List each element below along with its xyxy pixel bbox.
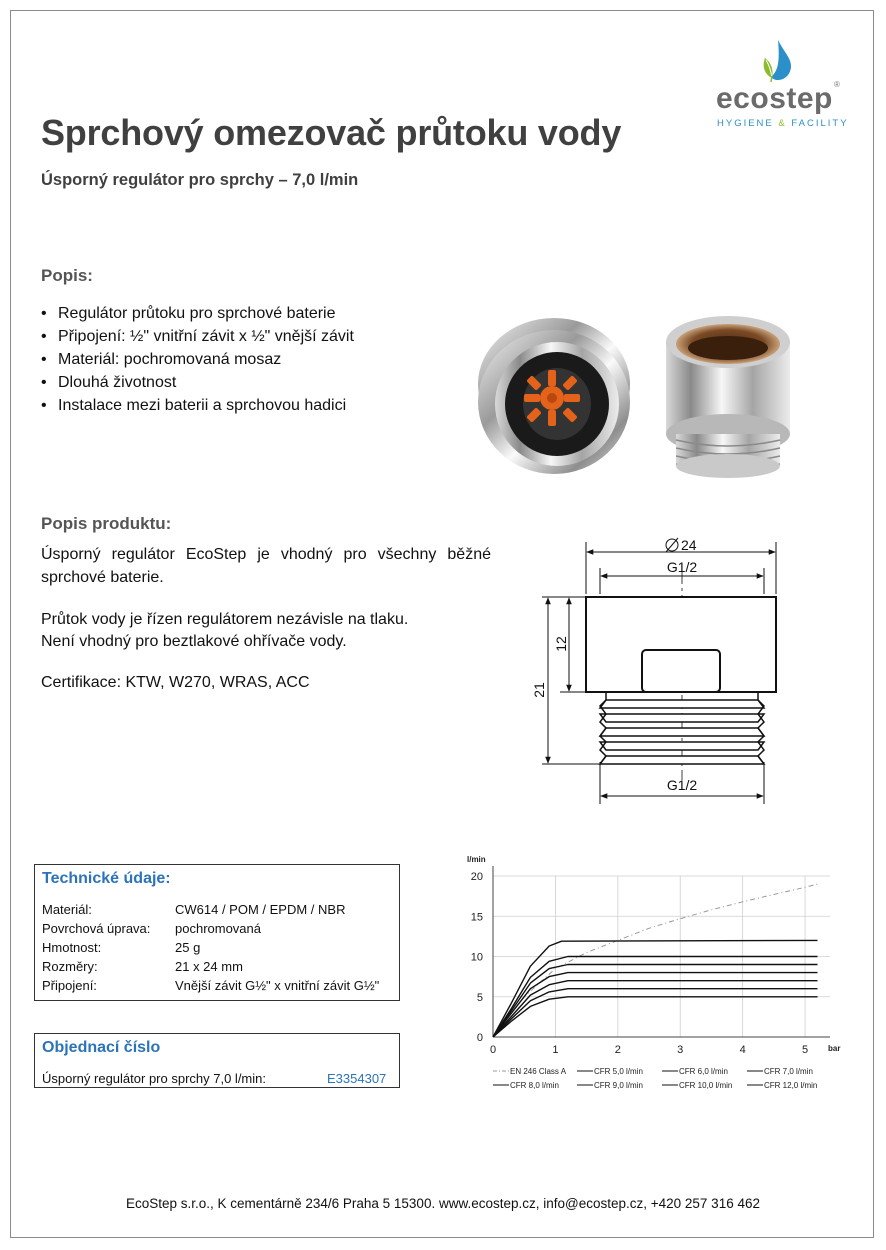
- spec-value: 25 g: [175, 940, 201, 955]
- order-code: E3354307: [327, 1071, 387, 1086]
- series-en246-line: [493, 884, 818, 1037]
- page-title: Sprchový omezovač průtoku vody: [41, 112, 622, 153]
- y-tick-label: 20: [470, 871, 483, 883]
- thread-bottom-label: G1/2: [666, 777, 698, 793]
- product-photo: [462, 312, 812, 484]
- x-axis-label: bar: [828, 1044, 841, 1053]
- x-tick-label: 1: [552, 1044, 559, 1056]
- y-tick-label: 10: [470, 951, 483, 964]
- chart-series: [493, 884, 818, 1037]
- series-line: [493, 997, 818, 1037]
- tech-data-box: [34, 864, 400, 1001]
- spec-label: Povrchová úprava:: [42, 921, 151, 936]
- legend-label: CFR 10,0 l/min: [679, 1081, 733, 1090]
- spec-value: Vnější závit G½" x vnitřní závit G½": [175, 978, 380, 993]
- tech-data-title: Technické údaje:: [42, 870, 171, 887]
- y-tick-label: 5: [476, 991, 483, 1004]
- legend-label: CFR 5,0 l/min: [594, 1067, 643, 1076]
- logo-tagline: [717, 118, 849, 129]
- product-para-1: Úsporný regulátor EcoStep je vhodný pro všechny běžné sprchové baterie.: [41, 546, 491, 586]
- legend-label: CFR 7,0 l/min: [764, 1067, 813, 1076]
- spec-label: Rozměry:: [42, 959, 98, 974]
- legend-label: CFR 9,0 l/min: [594, 1081, 643, 1090]
- product-para-2-line1: Průtok vody je řízen regulátorem nezávisle na tlaku.: [41, 611, 409, 628]
- description-list: [41, 302, 354, 417]
- legend-label: CFR 8,0 l/min: [510, 1081, 559, 1090]
- page-subtitle: Úsporný regulátor pro sprchy – 7,0 l/min: [41, 171, 359, 189]
- dim-12-label: 12: [553, 636, 569, 652]
- x-tick-label: 5: [801, 1044, 809, 1056]
- spec-value: CW614 / POM / EPDM / NBR: [175, 902, 346, 917]
- x-tick-label: 3: [677, 1044, 684, 1056]
- technical-drawing: [522, 530, 802, 810]
- order-label: Úsporný regulátor pro sprchy 7,0 l/min:: [42, 1071, 266, 1086]
- list-item: • Instalace mezi baterii a sprchovou hadici: [41, 394, 354, 417]
- order-box: [34, 1033, 400, 1088]
- description-heading: Popis:: [41, 266, 93, 285]
- series-line: [493, 965, 818, 1038]
- series-line: [493, 973, 818, 1037]
- logo-wordmark: ecostep: [716, 82, 833, 115]
- certifications: Certifikace: KTW, W270, WRAS, ACC: [41, 674, 310, 691]
- spec-label: Materiál:: [42, 902, 92, 917]
- spec-label: Hmotnost:: [42, 940, 102, 955]
- x-tick-label: 2: [614, 1044, 621, 1056]
- chart-ticks: [467, 855, 840, 1056]
- legend-label: CFR 6,0 l/min: [679, 1067, 728, 1076]
- tagline-facility: FACILITY: [791, 118, 849, 129]
- ecostep-logo: [712, 38, 849, 130]
- flow-chart: [462, 852, 842, 1096]
- spec-label: Připojení:: [42, 978, 97, 993]
- list-item: • Dlouhá životnost: [41, 371, 354, 394]
- water-drop-leaf-icon: [758, 38, 794, 84]
- spec-value: pochromovaná: [175, 921, 261, 936]
- tagline-hygiene: HYGIENE: [717, 118, 774, 129]
- y-axis-label: l/min: [467, 855, 486, 864]
- legend-label: CFR 12,0 l/min: [764, 1081, 818, 1090]
- list-item: • Regulátor průtoku pro sprchové baterie: [41, 302, 354, 325]
- thread-top-label: G1/2: [666, 559, 698, 575]
- series-line: [493, 989, 818, 1037]
- footer-contact: EcoStep s.r.o., K cementárně 234/6 Praha 5 15300. www.ecostep.cz, info@ecostep.cz, +420 257 316 462: [126, 1196, 760, 1211]
- product-heading: Popis produktu:: [41, 514, 172, 533]
- x-tick-label: 0: [489, 1044, 497, 1056]
- legend-label: EN 246 Class A: [510, 1067, 567, 1076]
- registered-mark: ®: [834, 80, 840, 89]
- list-item: • Připojení: ½" vnitřní závit x ½" vnější závit: [41, 325, 354, 348]
- spec-value: 21 x 24 mm: [175, 959, 243, 974]
- x-tick-label: 4: [739, 1044, 746, 1056]
- order-title: Objednací číslo: [42, 1039, 161, 1056]
- diameter-label: 24: [681, 537, 697, 553]
- chart-legend: [493, 1067, 817, 1090]
- list-item: • Materiál: pochromovaná mosaz: [41, 348, 354, 371]
- dim-21-label: 21: [531, 682, 547, 698]
- tagline-amp: &: [778, 118, 787, 129]
- y-tick-label: 0: [476, 1032, 483, 1044]
- product-para-2-line2: Není vhodný pro beztlakové ohřívače vody.: [41, 633, 347, 650]
- y-tick-label: 15: [470, 911, 483, 924]
